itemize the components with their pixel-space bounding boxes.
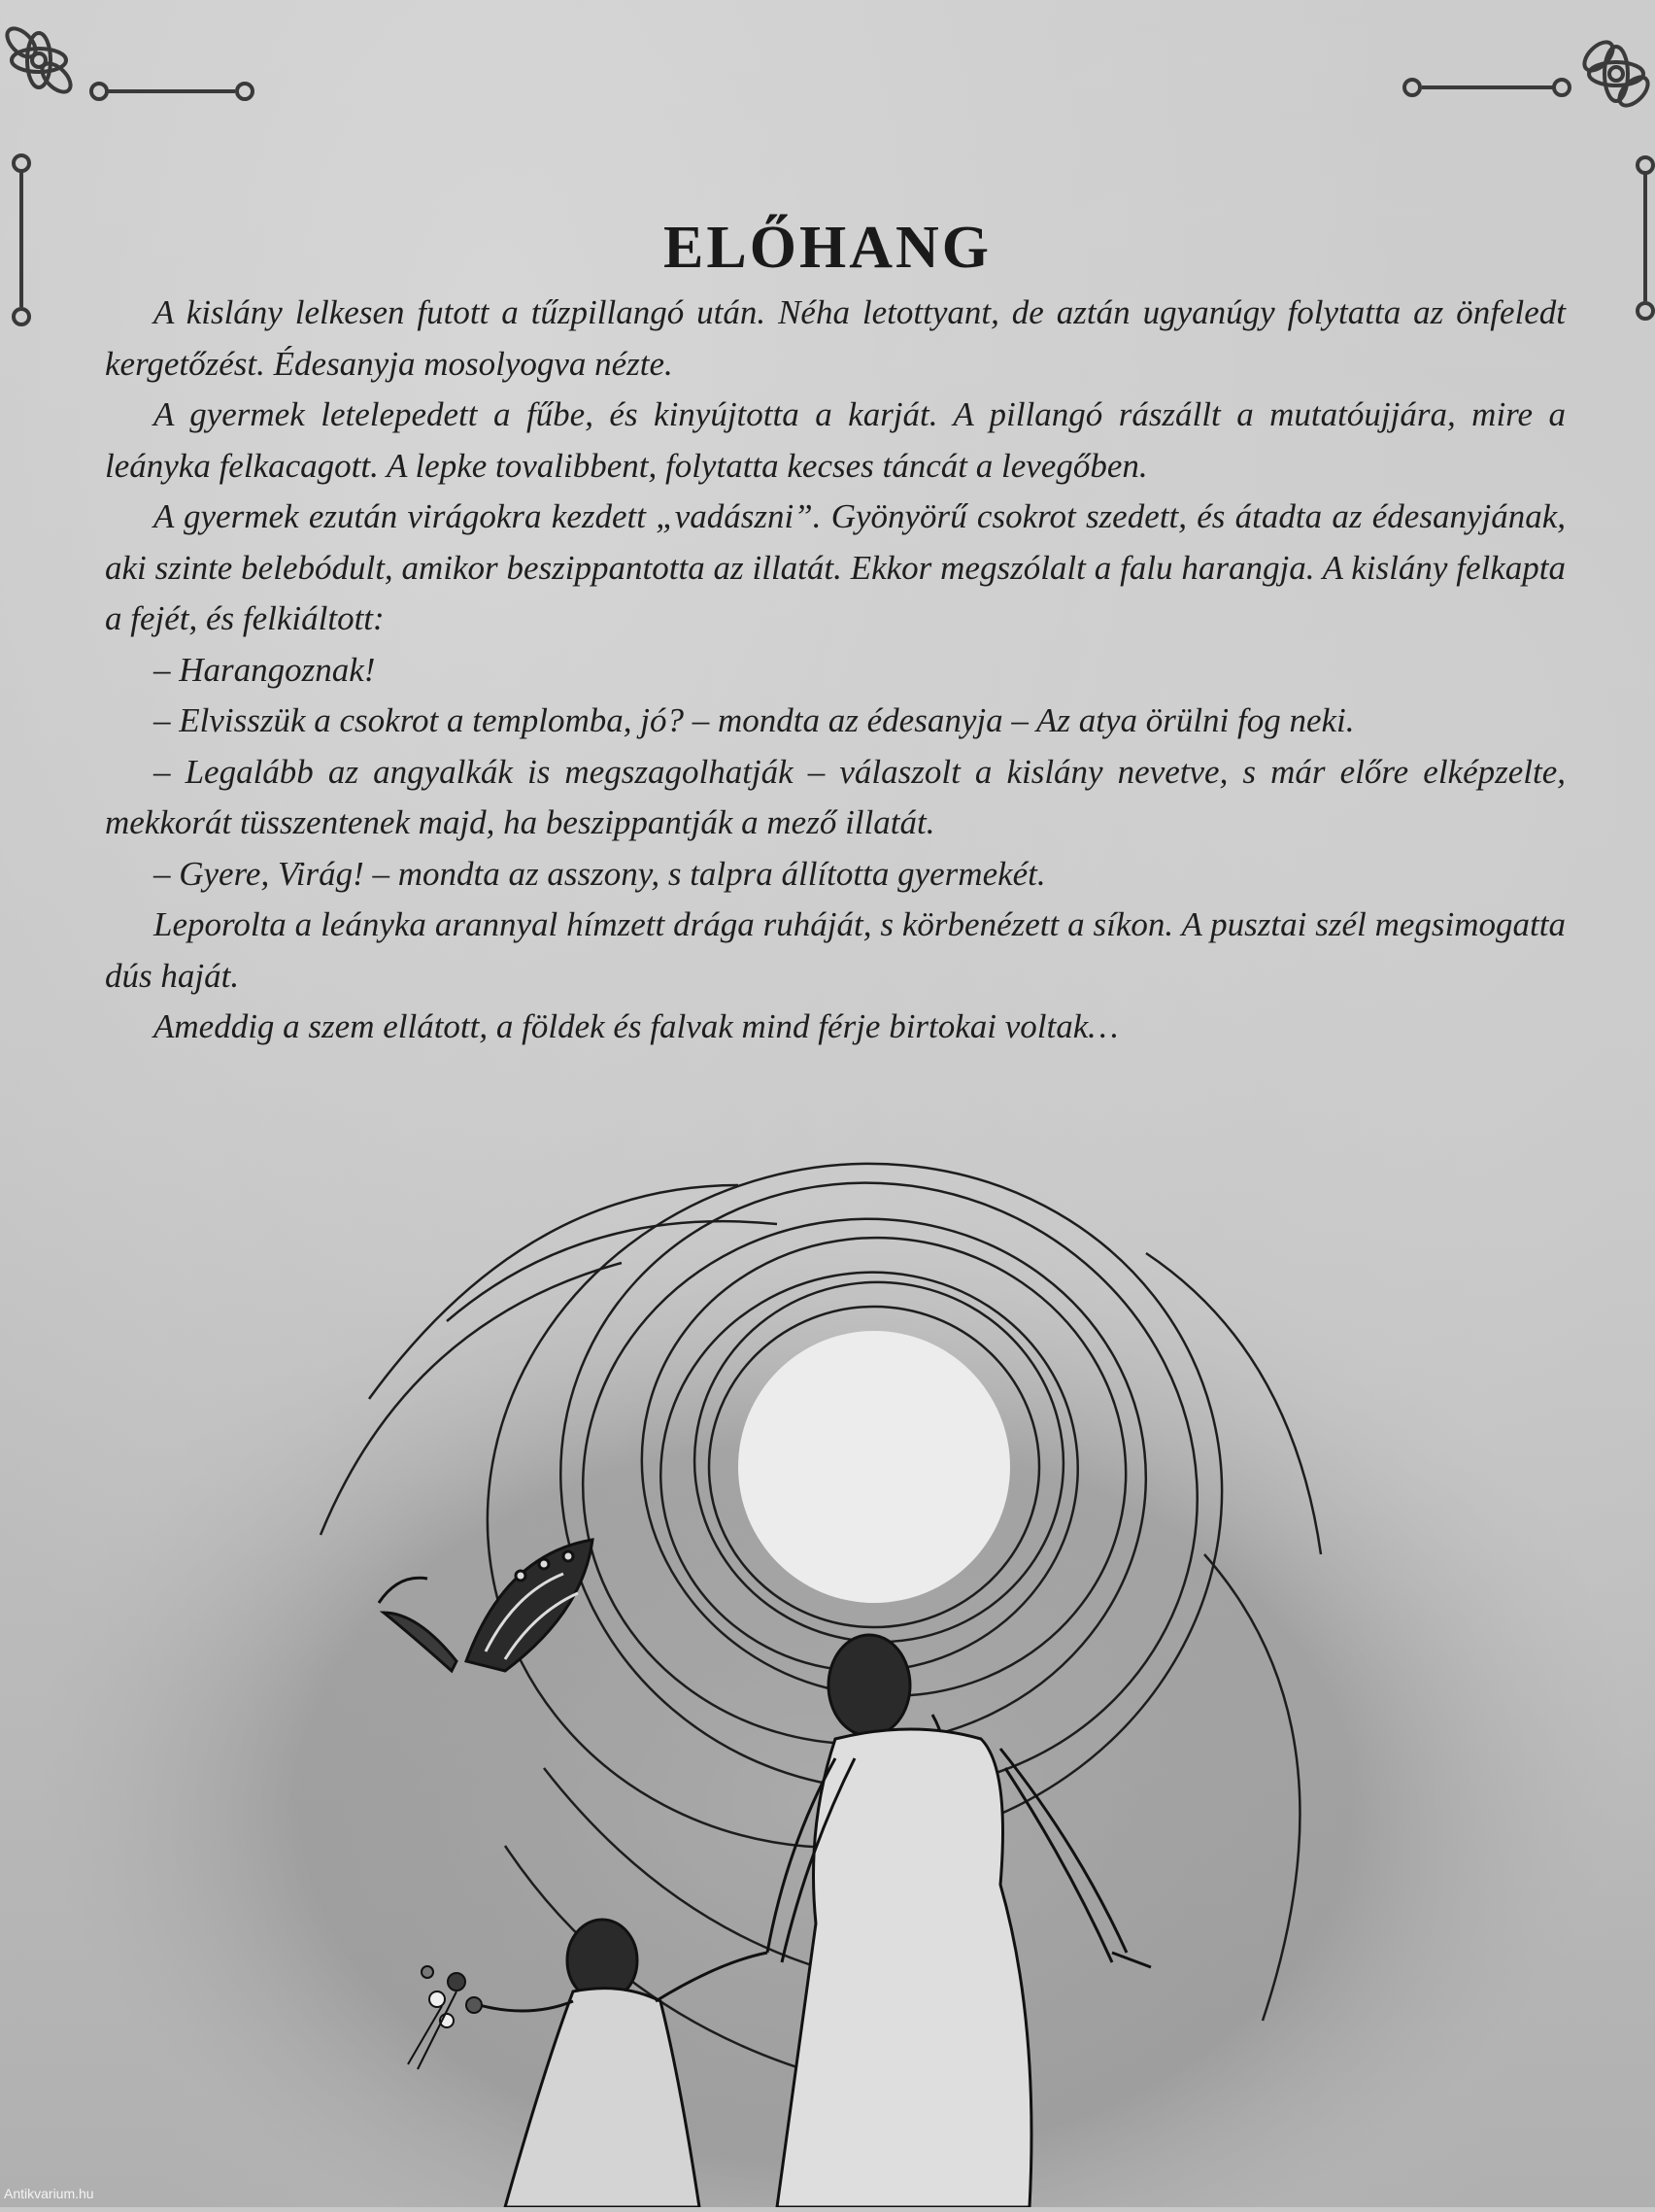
dialogue-line: – Gyere, Virág! – mondta az asszony, s talpra állította gyermekét. [153,854,1046,893]
page-title: ELŐHANG [663,214,992,281]
dialogue-line: – Harangoznak! [153,650,376,689]
paragraph: A gyermek letelepedett a fűbe, és kinyújtotta a karját. A pillangó rászállt a mutatóujjára, mire a leányka felkacagott. A lepke tovalibbent, folytatta kecses táncát a levegőben. [105,395,1566,485]
dialogue-line: – Elvisszük a csokrot a templomba, jó? – mondta az édesanyja – Az atya örülni fog neki. [153,701,1355,739]
paragraph: Ameddig a szem ellátott, a földek és falvak mind férje birtokai voltak… [153,1007,1119,1045]
illustration [0,1146,1655,2207]
watermark: Antikvarium.hu [4,2186,94,2201]
paragraph: Leporolta a leányka arannyal hímzett drága ruháját, s körbenézett a síkon. A pusztai szél megsimogatta dús haját. [105,905,1566,995]
moon [738,1331,1010,1603]
paragraph: A kislány lelkesen futott a tűzpillangó után. Néha letottyant, de aztán ugyanúgy folytatta az önfeledt kergetőzést. Édesanyja mosolyogva nézte. [105,293,1566,383]
dialogue-line: – Legalább az angyalkák is megszagolhatják – válaszolt a kislány nevetve, s már előre elképzelte, mekkorát tüsszentenek majd, ha beszippantják a mező illatát. [105,752,1566,841]
paragraph: A gyermek ezután virágokra kezdett „vadászni”. Gyönyörű csokrot szedett, és átadta az édesanyjának, aki szinte belebódult, amikor beszippantotta az illatát. Ekkor megszólalt a falu harangja. A kislány felkapta a fejét, és felkiáltott: [105,497,1566,637]
body-text [105,288,1566,1053]
